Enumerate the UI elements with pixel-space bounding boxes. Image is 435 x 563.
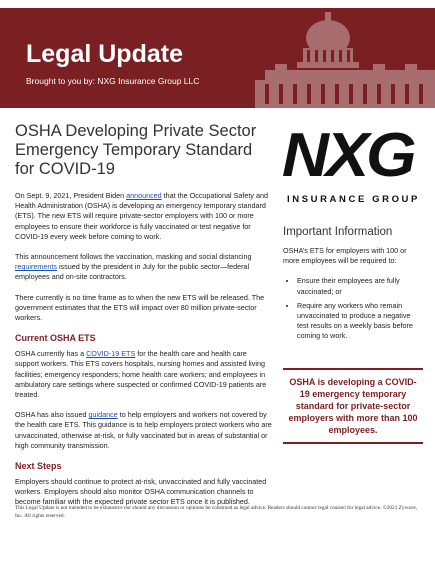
sidebar-column [281,121,423,444]
text: On Sept. 9, 2021, President Biden [15,191,127,200]
paragraph-guidance [15,410,272,451]
text: for the health care and health care support workers. This ETS covers hospitals, nursing homes and assisted living facilities; emergency responders; home health care workers; and employees in ambulatory care settings where suspected or confirmed COVID-19 patients are treated. [15,349,267,400]
paragraph-timeframe: There currently is no time frame as to when the new ETS will be released. The government estimates that the ETS will impact over 80 million private-sector workers. [15,292,265,323]
text: OSHA currently has a [15,349,87,359]
logo-mark: NXG [281,121,414,190]
important-info-title: Important Information [283,226,393,238]
requirements-link[interactable]: requirements [15,262,57,272]
callout-box: OSHA is developing a COVID-19 emergency temporary standard for private-sector employers with more than 100 employees. [283,368,423,444]
capitol-building-image [255,8,435,108]
article-column [15,122,272,518]
text: OSHA has also issued [15,410,89,420]
legal-disclaimer: This Legal Update is not intended to be exhaustive nor should any discussion or opinions be construed as legal advice. Readers should contact legal counsel for legal advice. ©2021 Zywave, Inc. All rights reserved. [15,505,418,519]
nxg-logo [281,121,423,208]
banner-subtitle: Brought to you by: NXG Insurance Group LLC [26,76,200,86]
article-headline: OSHA Developing Private Sector Emergency Temporary Standard for COVID-19 [15,122,257,178]
announced-link[interactable]: announced [126,191,162,200]
paragraph-next-steps: Employers should continue to protect at-risk, unvaccinated and fully vaccinated workers. Employers should also monitor OSHA communication channels to become familiar with the expected private sector ETS once it is published. [15,477,267,507]
text: that the Occupational Safety and Health Administration (OSHA) is developing an emergency temporary standard (ETS). The new ETS will require private-sector employers with 100 or more employees to ensure their workforce is fully vaccinated or test negative for COVID-19 every week before coming to work. [15,191,268,241]
text: to help employers and workers not covered by the health care ETS. This guidance is to help employers protect workers who are unvaccinated, otherwise at-risk, or fully vaccinated but in areas of substantial or high community transmission. [15,410,272,450]
header-banner [0,8,435,108]
important-info-intro: OSHA’s ETS for employers with 100 or more employees will be required to: [283,246,407,266]
section-heading-current: Current OSHA ETS [15,333,96,344]
text: issued by the president in July for the public sector—federal employees and on-site contractors. [15,262,250,282]
logo-tagline: INSURANCE GROUP [287,194,420,205]
paragraph-followup [15,252,272,283]
text: This announcement follows the vaccination, masking and social distancing [15,252,252,262]
paragraph-current-ets [15,349,272,400]
guidance-link[interactable]: guidance [88,410,118,420]
section-heading-next: Next Steps [15,461,62,472]
list-item: • Require any workers who remain unvaccinated to produce a negative test results on a weekly basis before coming to work. [297,301,423,342]
requirements-list [283,276,423,341]
covid-ets-link[interactable]: COVID-19 ETS [86,349,136,359]
paragraph-announcement [15,191,272,242]
banner-title: Legal Update [26,40,183,68]
list-item: • Ensure their employees are fully vaccinated; or [297,276,423,296]
